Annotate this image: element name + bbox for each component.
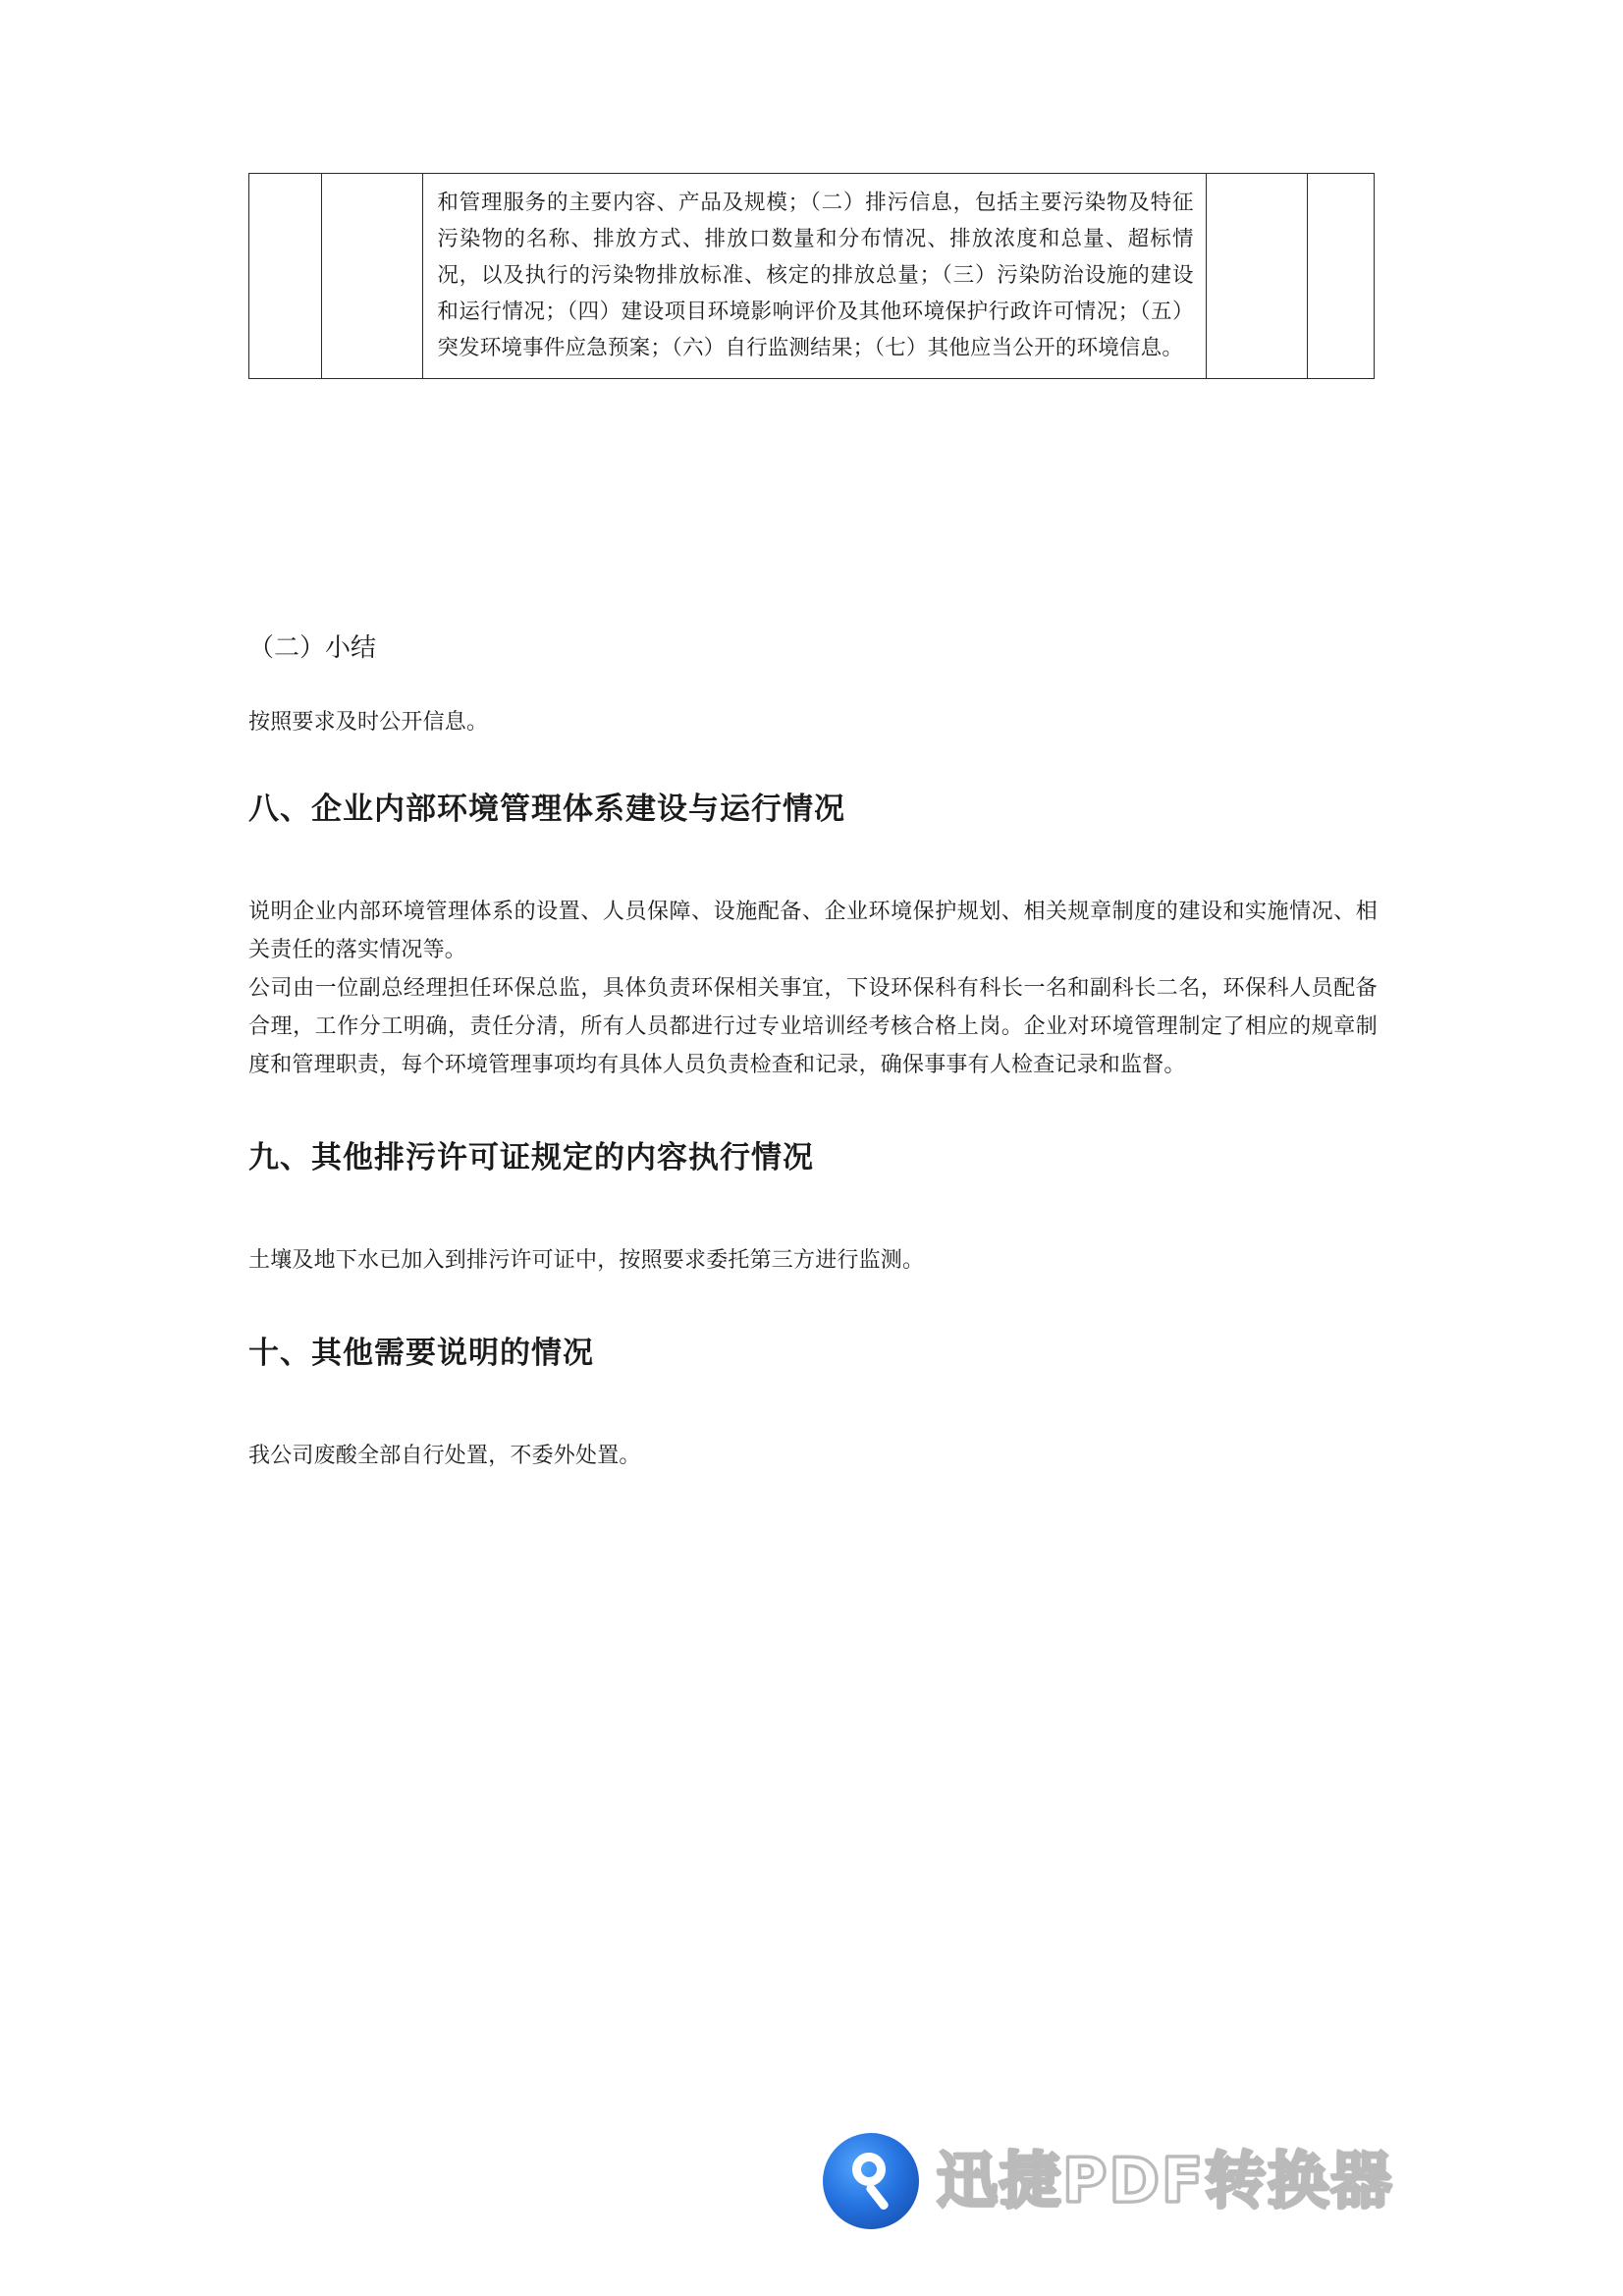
watermark	[823, 2133, 1393, 2229]
table-cell-empty-right	[1308, 174, 1375, 379]
spacer	[248, 741, 1378, 787]
table-cell-empty-left	[249, 174, 322, 379]
spacer	[248, 1084, 1378, 1135]
document-body	[248, 629, 1378, 1475]
subheading-summary: （二）小结	[248, 633, 377, 663]
content-table	[248, 173, 1375, 379]
paragraph-eight-one: 说明企业内部环境管理体系的设置、人员保障、设施配备、企业环境保护规划、相关规章制度的建设和实施情况、相关责任的落实情况等。	[248, 900, 1378, 962]
heading-section-ten: 十、其他需要说明的情况	[248, 1336, 594, 1371]
paragraph-nine: 土壤及地下水已加入到排污许可证中，按照要求委托第三方进行监测。	[248, 1248, 925, 1273]
table-cell-empty-second	[321, 174, 423, 379]
paragraph-eight-two: 公司由一位副总经理担任环保总监，具体负责环保相关事宜，下设环保科有科长一名和副科长二名，环保科人员配备合理，工作分工明确，责任分清，所有人员都进行过专业培训经考核合格上岗。企业对环境管理制定了相应的规章制度和管理职责，每个环境管理事项均有具体人员负责检查和记录，确保事事有人检查记录和监督。	[248, 976, 1378, 1077]
watermark-text: 迅捷PDF转换器	[937, 2145, 1394, 2216]
heading-section-eight: 八、企业内部环境管理体系建设与运行情况	[248, 792, 845, 827]
spacer	[248, 1180, 1378, 1241]
paragraph-ten: 我公司废酸全部自行处置，不委外处置。	[248, 1444, 641, 1468]
table-cell-content	[423, 174, 1206, 379]
table-row	[249, 174, 1375, 379]
spacer	[248, 1280, 1378, 1331]
paragraph-summary: 按照要求及时公开信息。	[248, 710, 489, 735]
spacer	[248, 832, 1378, 893]
heading-section-nine: 九、其他排污许可证规定的内容执行情况	[248, 1140, 814, 1175]
search-circle-logo-icon	[823, 2133, 919, 2229]
spacer	[248, 1376, 1378, 1437]
table-cell-empty-fourth	[1206, 174, 1308, 379]
table-cell-text: 和管理服务的主要内容、产品及规模；（二）排污信息，包括主要污染物及特征污染物的名称、排放方式、排放口数量和分布情况、排放浓度和总量、超标情况，以及执行的污染物排放标准、核定的排放总量；（三）污染防治设施的建设和运行情况；（四）建设项目环境影响评价及其他环境保护行政许可情况；（五）突发环境事件应急预案；（六）自行监测结果；（七）其他应当公开的环境信息。	[437, 191, 1194, 360]
